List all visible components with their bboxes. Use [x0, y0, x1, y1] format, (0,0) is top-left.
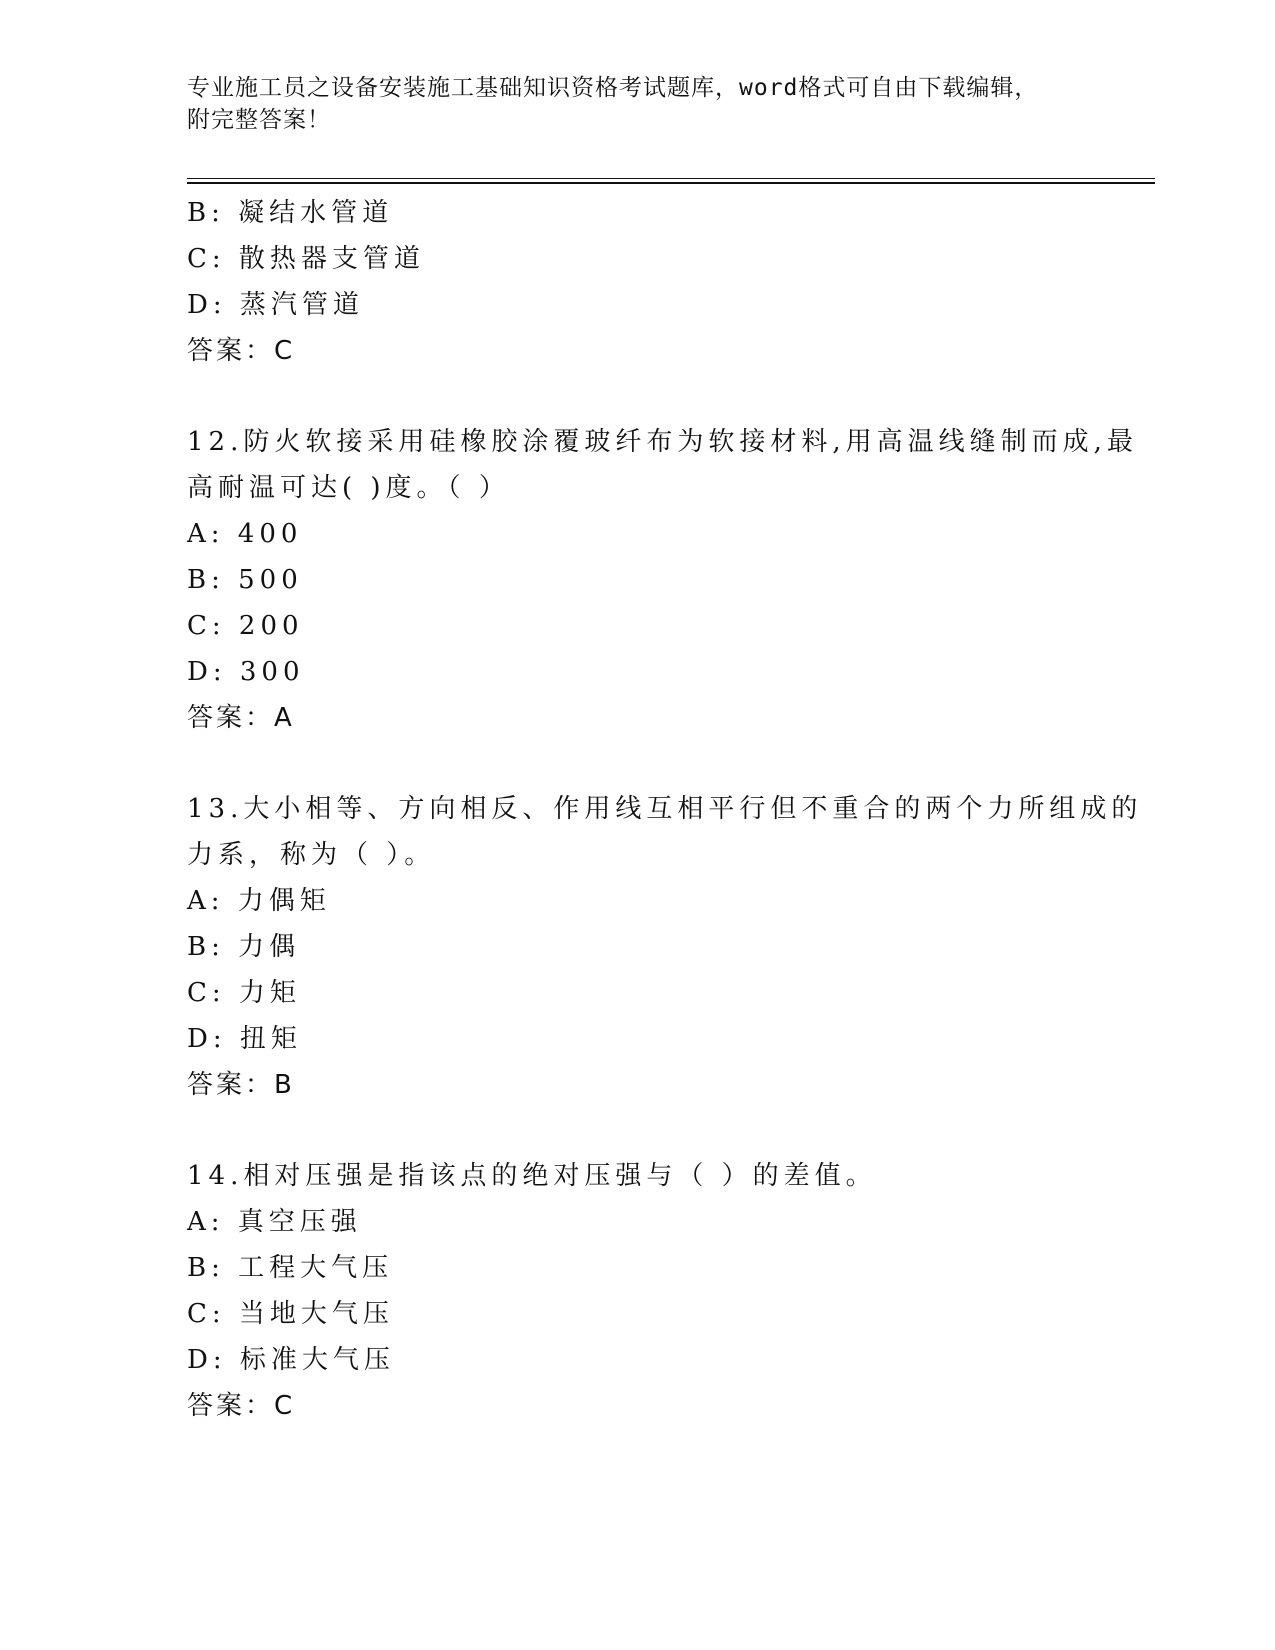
option-a: A: 真空压强 — [187, 1207, 362, 1237]
option-c: C: 当地大气压 — [187, 1299, 394, 1329]
answer: 答案：B — [187, 1070, 295, 1100]
document-header — [187, 72, 1087, 136]
option-a: A: 力偶矩 — [187, 886, 331, 916]
option-a: A: 400 — [187, 519, 303, 549]
question-stem-line-1: 13.大小相等、方向相反、作用线互相平行但不重合的两个力所组成的 — [187, 794, 1143, 824]
question-stem-line-1: 12.防火软接采用硅橡胶涂覆玻纤布为软接材料,用高温线缝制而成,最 — [187, 427, 1138, 457]
option-c: C: 散热器支管道 — [187, 244, 425, 274]
option-b: B: 力偶 — [187, 932, 301, 962]
question-list — [187, 190, 1143, 1429]
question-12 — [187, 419, 1138, 741]
option-b: B: 500 — [187, 565, 303, 595]
question-13 — [187, 786, 1143, 1108]
option-b: B: 工程大气压 — [187, 1253, 394, 1283]
header-line-1: 专业施工员之设备安装施工基础知识资格考试题库，word格式可自由下载编辑， — [187, 75, 1039, 101]
answer: 答案：C — [187, 1391, 296, 1421]
question-stem-line-1: 14.相对压强是指该点的绝对压强与（ ）的差值。 — [187, 1161, 877, 1191]
header-rule-thick — [187, 182, 1155, 184]
answer: 答案：C — [187, 336, 296, 366]
question-stem-line-2: 高耐温可达( )度。（ ） — [187, 473, 510, 503]
option-c: C: 力矩 — [187, 978, 301, 1008]
option-d: D: 扭矩 — [187, 1024, 302, 1054]
question-stem-line-2: 力系，称为（ ）。 — [187, 840, 436, 870]
question-11-tail — [187, 190, 1087, 374]
option-d: D: 标准大气压 — [187, 1345, 395, 1375]
option-c: C: 200 — [187, 611, 304, 641]
option-d: D: 蒸汽管道 — [187, 290, 364, 320]
header-line-2: 附完整答案！ — [187, 107, 331, 133]
header-rule-thin — [187, 178, 1155, 179]
answer: 答案：A — [187, 703, 295, 733]
option-b: B: 凝结水管道 — [187, 198, 394, 228]
question-14 — [187, 1153, 1087, 1429]
option-d: D: 300 — [187, 657, 305, 687]
